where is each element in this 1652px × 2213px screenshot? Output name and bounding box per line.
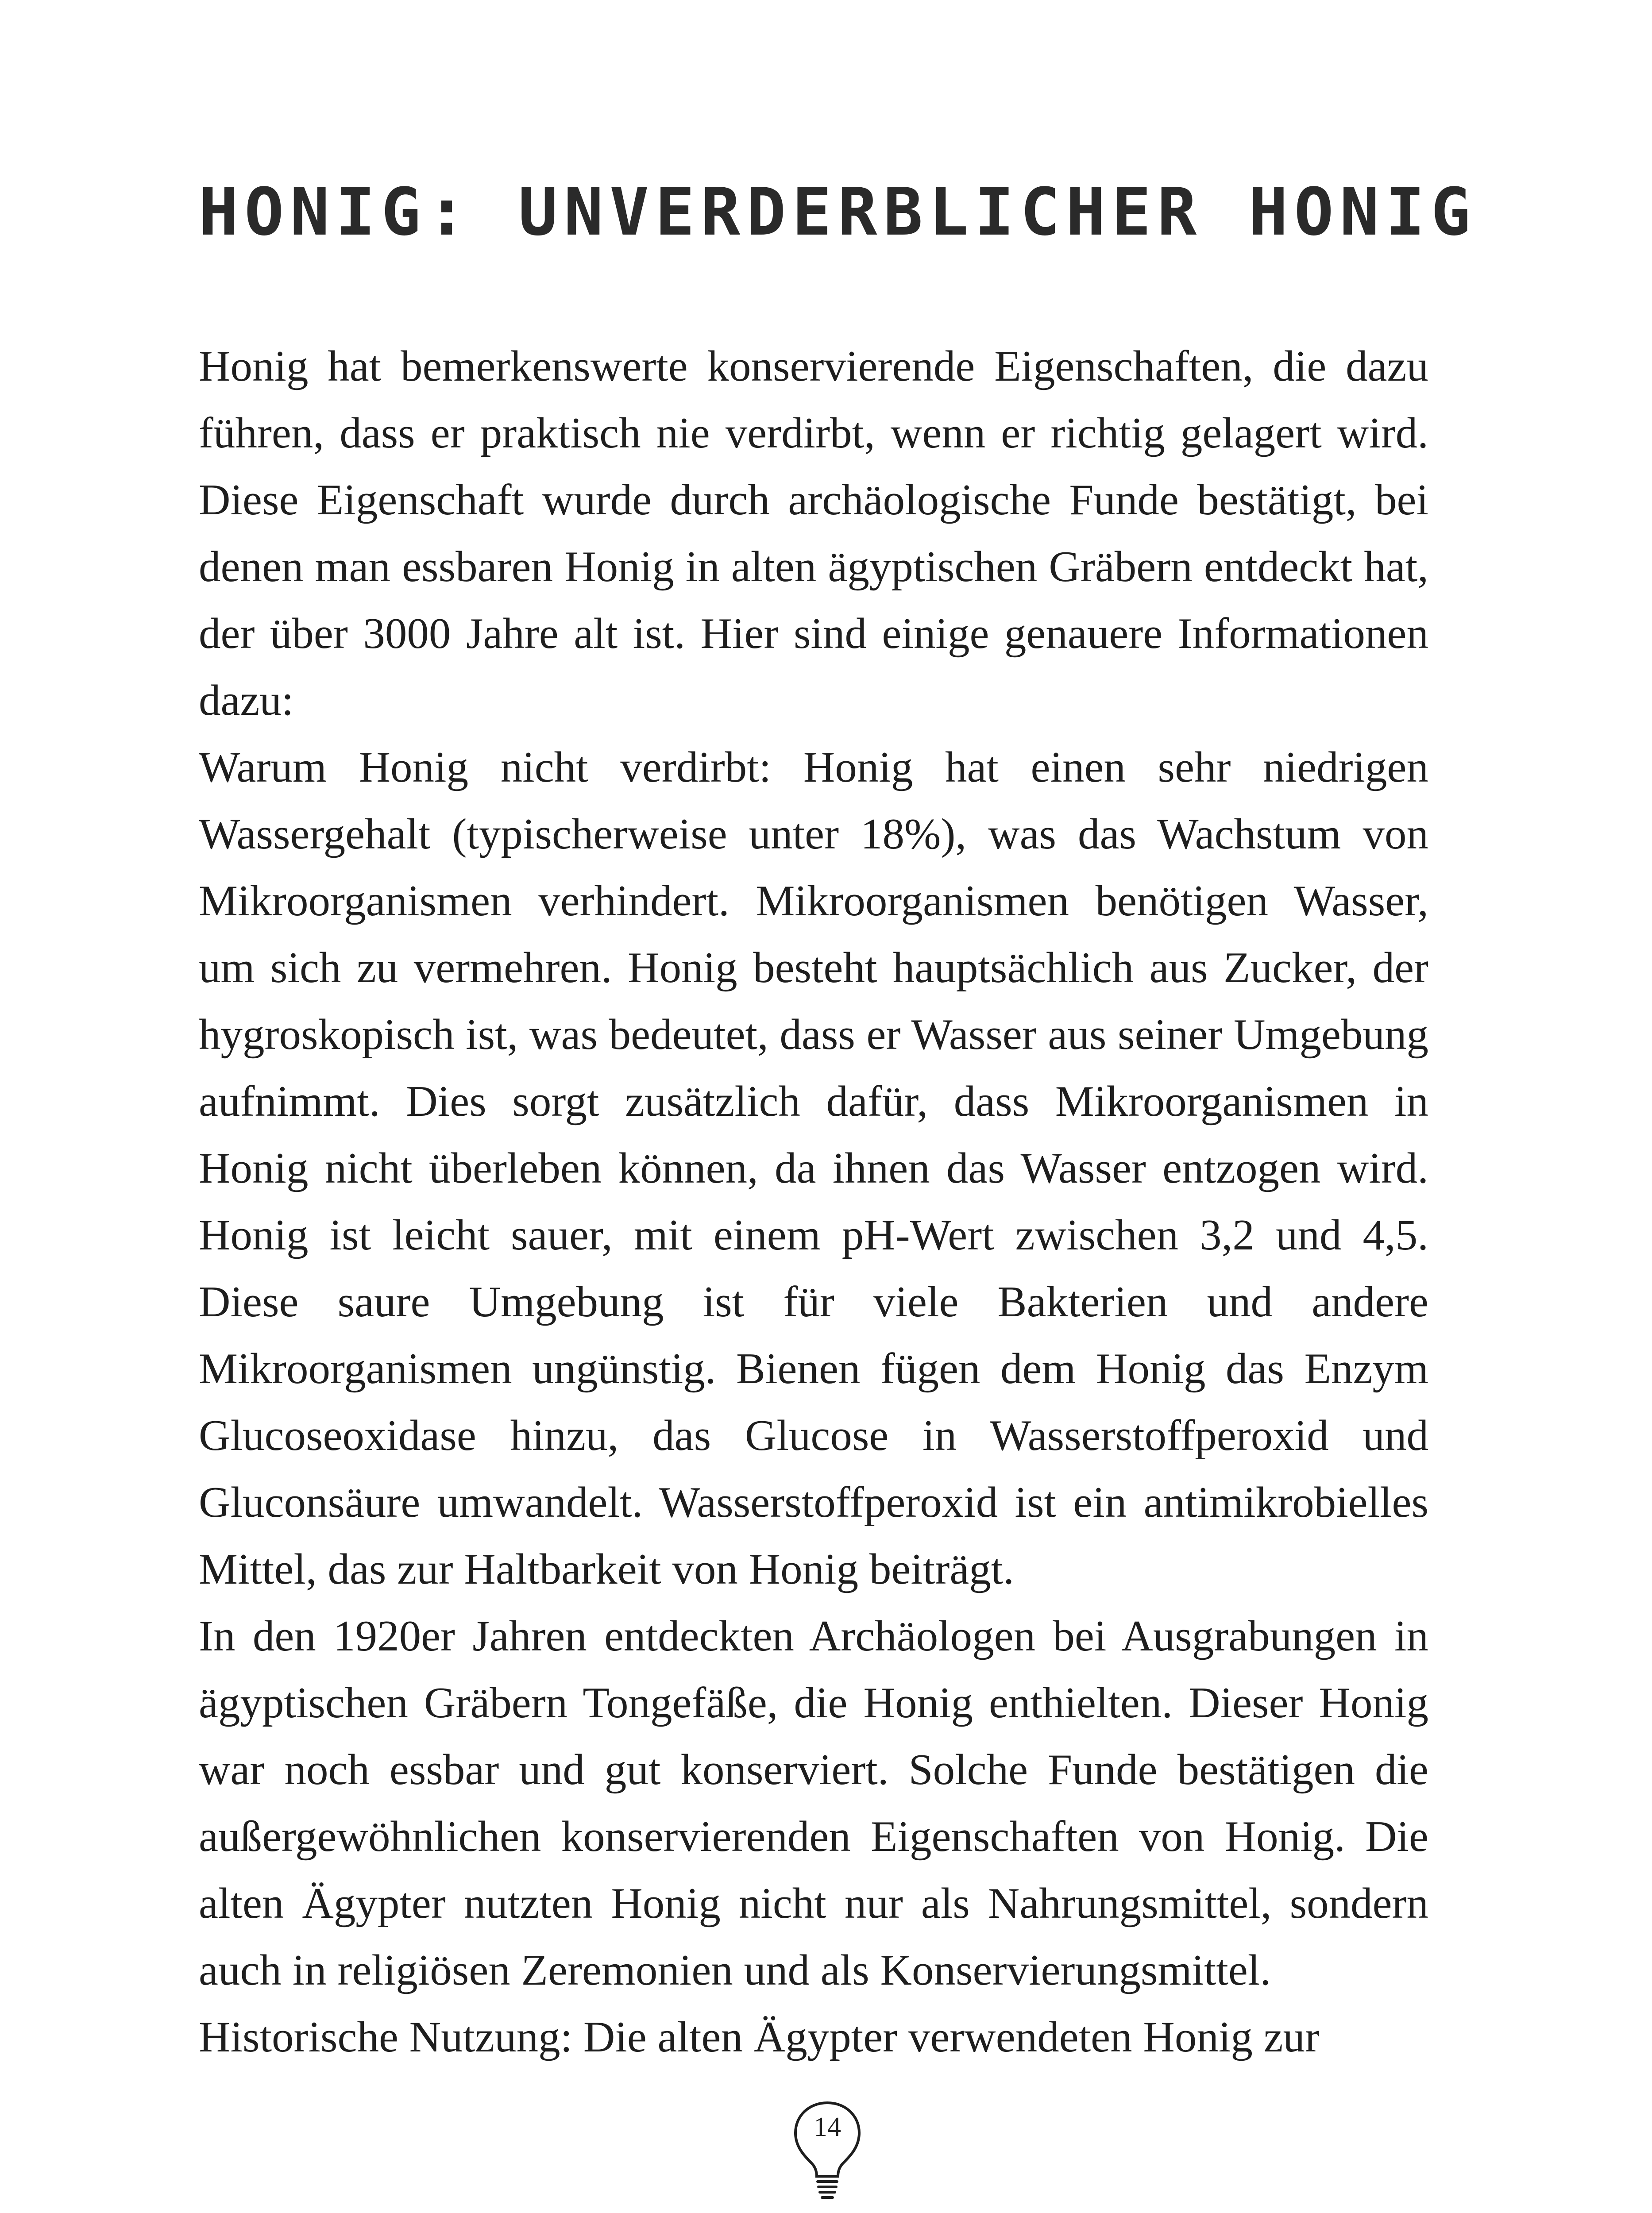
body-text bbox=[199, 333, 1428, 2070]
paragraph: Warum Honig nicht verdirbt: Honig hat einen sehr niedrigen Wassergehalt (typischerweise unter 18%), was das Wachstum von Mikroorganismen verhindert. Mikroorganismen benötigen Wasser, um sich zu vermehren. Honig besteht hauptsächlich aus Zucker, der hygroskopisch ist, was bedeutet, dass er Wasser aus seiner Umgebung aufnimmt. Dies sorgt zusätzlich dafür, dass Mikroorganismen in Honig nicht überleben können, da ihnen das Wasser entzogen wird. Honig ist leicht sauer, mit einem pH-Wert zwischen 3,2 und 4,5. Diese saure Umgebung ist für viele Bakterien und andere Mikroorganismen ungünstig. Bienen fügen dem Honig das Enzym Glucoseoxidase hinzu, das Glucose in Wasserstoffperoxid und Gluconsäure umwandelt. Wasserstoffperoxid ist ein antimikrobielles Mittel, das zur Haltbarkeit von Honig beiträgt. bbox=[199, 743, 1428, 1593]
page-number bbox=[792, 2100, 863, 2202]
paragraph: Historische Nutzung: Die alten Ägypter verwendeten Honig zur bbox=[199, 2013, 1320, 2061]
page-title: HONIG: UNVERDERBLICHER HONIG bbox=[199, 174, 1477, 250]
paragraph: In den 1920er Jahren entdeckten Archäologen bei Ausgrabungen in ägyptischen Gräbern Tongefäße, die Honig enthielten. Dieser Honig war noch essbar und gut konserviert. Solche Funde bestätigen die außergewöhnlichen konservierenden Eigenschaften von Honig. Die alten Ägypter nutzten Honig nicht nur als Nahrungsmittel, sondern auch in religiösen Zeremonien und als Konservierungsmittel. bbox=[199, 1612, 1428, 1994]
page-number-text: 14 bbox=[814, 2112, 841, 2142]
paragraph: Honig hat bemerkenswerte konservierende Eigenschaften, die dazu führen, dass er praktisch nie verdirbt, wenn er richtig gelagert wird. Diese Eigenschaft wurde durch archäologische Funde bestätigt, bei denen man essbaren Honig in alten ägyptischen Gräbern entdeckt hat, der über 3000 Jahre alt ist. Hier sind einige genauere Informationen dazu: bbox=[199, 342, 1428, 725]
